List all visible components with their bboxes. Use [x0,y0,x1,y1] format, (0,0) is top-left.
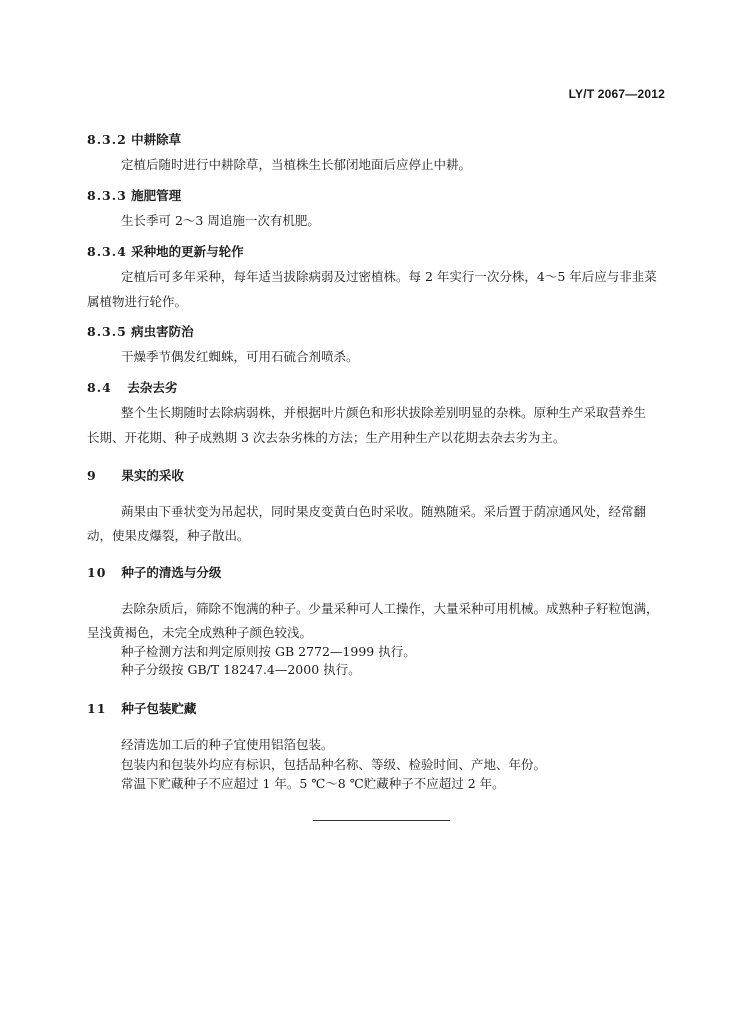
section-number: 8.3.5 [87,324,127,339]
paragraph: 常温下贮藏种子不应超过 1 年。5 ℃～8 ℃贮藏种子不应超过 2 年。 [121,776,505,791]
section-number: 8.4 [87,380,112,395]
paragraph-continuation: 动，使果皮爆裂，种子散出。 [87,528,250,543]
section-number: 11 [87,701,107,716]
section-number: 10 [87,565,107,580]
section-title: 果实的采收 [121,468,184,483]
section-title: 去杂去劣 [127,380,178,395]
heading-8-3-3 [87,186,181,204]
heading-10 [87,563,221,581]
paragraph: 定植后随时进行中耕除草，当植株生长郁闭地面后应停止中耕。 [121,157,472,172]
paragraph: 种子分级按 GB/T 18247.4—2000 执行。 [121,662,361,677]
heading-9 [87,466,184,484]
section-number: 8.3.4 [87,244,127,259]
section-number: 8.3.3 [87,188,127,203]
section-title: 中耕除草 [131,132,182,147]
paragraph: 经清选加工后的种子宜使用铝箔包装。 [121,737,334,752]
paragraph: 蒴果由下垂状变为吊起状，同时果皮变黄白色时采收。随熟随采。采后置于荫凉通风处，经常翻 [121,504,647,519]
paragraph: 整个生长期随时去除病弱株，并根据叶片颜色和形状拔除差别明显的杂株。原种生产采取营养生 [121,405,647,420]
section-title: 种子包装贮藏 [121,701,197,716]
section-title: 施肥管理 [131,188,182,203]
section-title: 种子的清选与分级 [121,565,222,580]
paragraph-continuation: 长期、开花期、种子成熟期 3 次去杂劣株的方法；生产用种生产以花期去杂去劣为主。 [87,430,566,445]
paragraph-continuation: 属植物进行轮作。 [87,294,188,309]
heading-8-3-4 [87,242,244,260]
section-title: 病虫害防治 [131,324,194,339]
paragraph: 干燥季节偶发红蜘蛛，可用石硫合剂喷杀。 [121,349,359,364]
section-number: 8.3.2 [87,132,127,147]
heading-8-3-5 [87,322,194,340]
paragraph: 去除杂质后，筛除不饱满的种子。少量采种可人工操作，大量采种可用机械。成熟种子籽粒饱满， [121,601,659,616]
heading-11 [87,699,196,717]
paragraph: 包装内和包装外均应有标识，包括品种名称、等级、检验时间、产地、年份。 [121,757,547,772]
paragraph: 定植后可多年采种，每年适当拔除病弱及过密植株。每 2 年实行一次分株，4～5 年后应与非韭菜 [121,269,657,284]
paragraph-continuation: 呈浅黄褐色，未完全成熟种子颜色较浅。 [87,625,313,640]
paragraph: 种子检测方法和判定原则按 GB 2772—1999 执行。 [121,644,416,659]
section-title: 采种地的更新与轮作 [131,244,244,259]
section-number: 9 [87,468,97,483]
paragraph: 生长季可 2～3 周追施一次有机肥。 [121,213,320,228]
end-rule [313,820,450,821]
heading-8-3-2 [87,130,181,148]
doc-code-header: LY/T 2067—2012 [568,87,665,101]
heading-8-4 [87,378,177,396]
